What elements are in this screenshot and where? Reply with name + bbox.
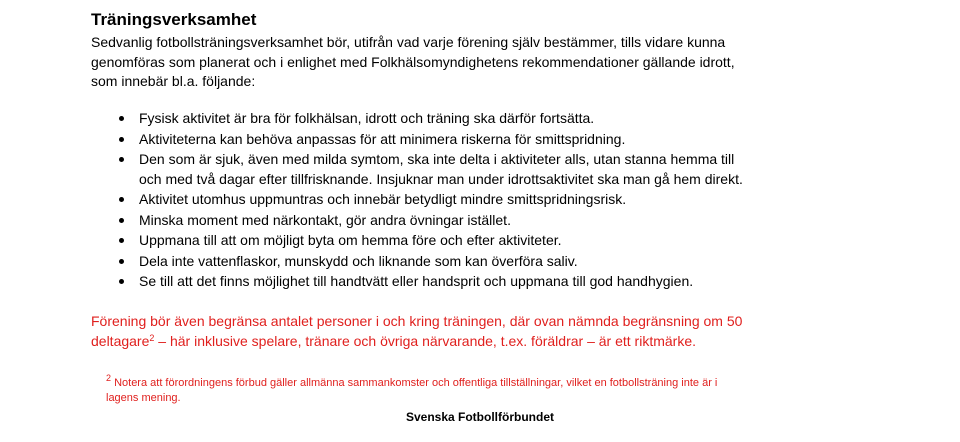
list-item <box>119 190 743 210</box>
list-item-text: Aktivitet utomhus uppmuntras och innebär betydligt mindre smittspridningsrisk. <box>139 191 627 207</box>
limit-line-start: deltagare <box>91 332 150 349</box>
list-item-text: Dela inte vattenflaskor, munskydd och liknande som kan överföra saliv. <box>139 252 578 269</box>
bullet-icon <box>119 259 124 264</box>
limit-line-end: – här inklusive spelare, tränare och övriga närvarande, t.ex. föräldrar – är ett riktmärke. <box>154 332 696 349</box>
footnote-line <box>106 373 718 391</box>
intro-line: som innebär bl.a. följande: <box>91 73 256 89</box>
intro-line: genomföras som planerat och i enlighet med Folkhälsomyndighetens rekommendationer gällande idrott, <box>91 53 735 70</box>
bullet-icon <box>119 137 124 142</box>
recommendation-list <box>119 109 743 293</box>
list-item-text: och med två dagar efter tillfrisknande. Insjuknar man under idrottsaktivitet ska man gå hem direkt. <box>139 170 743 187</box>
bullet-icon <box>119 116 124 121</box>
list-item-text: Se till att det finns möjlighet till handtvätt eller handsprit och uppmana till god handhygien. <box>139 273 694 289</box>
section-heading: Träningsverksamhet <box>91 10 257 29</box>
footnote-reference: 2 <box>149 332 155 343</box>
participant-limit-paragraph <box>91 312 742 351</box>
list-item <box>119 109 743 129</box>
list-item <box>119 150 743 189</box>
footnote <box>106 373 718 406</box>
list-item-text: Uppmana till att om möjligt byta om hemma före och efter aktiviteter. <box>139 232 562 248</box>
list-item <box>119 211 743 231</box>
limit-line <box>91 332 742 352</box>
list-item <box>119 231 743 251</box>
list-item <box>119 252 743 272</box>
limit-line: Förening bör även begränsa antalet personer i och kring träningen, där ovan nämnda begränsning om 50 <box>91 313 743 329</box>
footnote-marker: 2 <box>106 373 112 383</box>
bullet-icon <box>119 238 124 243</box>
bullet-icon <box>119 279 124 284</box>
list-item <box>119 272 743 292</box>
intro-line: Sedvanlig fotbollsträningsverksamhet bör, utifrån vad varje förening själv bestämmer, tills vidare kunna <box>91 34 726 50</box>
bullet-icon <box>119 157 124 162</box>
list-item-text: Aktiviteterna kan behöva anpassas för att minimera riskerna för smittspridning. <box>139 130 626 147</box>
list-item-text: Den som är sjuk, även med milda symtom, ska inte delta i aktiviteter alls, utan stanna hemma till <box>139 151 735 167</box>
list-item-text: Minska moment med närkontakt, gör andra övningar istället. <box>139 211 511 228</box>
list-item <box>119 130 743 150</box>
organization-signature: Svenska Fotbollförbundet <box>405 410 554 424</box>
intro-paragraph <box>91 33 735 92</box>
bullet-icon <box>119 218 124 223</box>
bullet-icon <box>119 197 124 202</box>
list-item-text: Fysisk aktivitet är bra för folkhälsan, idrott och träning ska därför fortsätta. <box>139 110 595 126</box>
footnote-text: Notera att förordningens förbud gäller allmänna sammankomster och offentliga tillställningar, vilket en fotbollsträning inte är i <box>111 377 718 389</box>
footnote-line: lagens mening. <box>106 392 181 404</box>
